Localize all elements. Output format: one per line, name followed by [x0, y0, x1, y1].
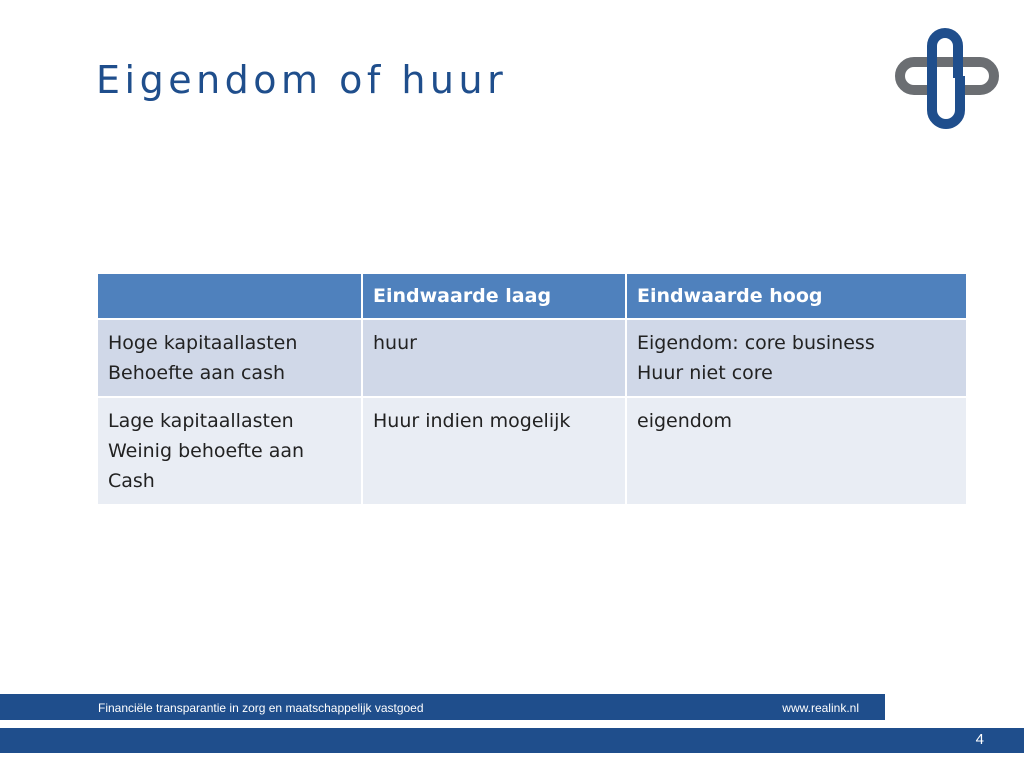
cell-line: Eigendom: core business — [637, 332, 875, 354]
realink-logo — [892, 28, 1002, 130]
header-eindwaarde-laag: Eindwaarde laag — [362, 273, 626, 319]
cell-line: Lage kapitaallasten — [108, 410, 294, 432]
footer-bar — [0, 694, 885, 720]
cell-line: huur — [373, 332, 417, 354]
slide-title: Eigendom of huur — [96, 58, 508, 102]
cell-line: Weinig behoefte aan — [108, 440, 305, 462]
cell-line: Behoefte aan cash — [108, 362, 286, 384]
footer-tagline: Financiële transparantie in zorg en maatschappelijk vastgoed — [98, 701, 424, 715]
table-row — [97, 319, 967, 397]
cell-line: Huur niet core — [637, 362, 773, 384]
table-header-row — [97, 273, 967, 319]
row-label-cell — [97, 397, 362, 505]
cell-eindwaarde-laag — [362, 319, 626, 397]
cell-line: Cash — [108, 470, 155, 492]
cell-line: Huur indien mogelijk — [373, 410, 571, 432]
cell-eindwaarde-laag — [362, 397, 626, 505]
page-number: 4 — [975, 731, 984, 748]
cell-eindwaarde-hoog — [626, 319, 967, 397]
comparison-table — [96, 272, 968, 506]
row-label-cell — [97, 319, 362, 397]
cell-line: eigendom — [637, 410, 732, 432]
header-eindwaarde-hoog: Eindwaarde hoog — [626, 273, 967, 319]
cell-line: Hoge kapitaallasten — [108, 332, 298, 354]
footer-url-link[interactable]: www.realink.nl — [782, 701, 859, 715]
header-empty-cell — [97, 273, 362, 319]
table-row — [97, 397, 967, 505]
bottom-bar — [0, 728, 1024, 753]
cell-eindwaarde-hoog — [626, 397, 967, 505]
